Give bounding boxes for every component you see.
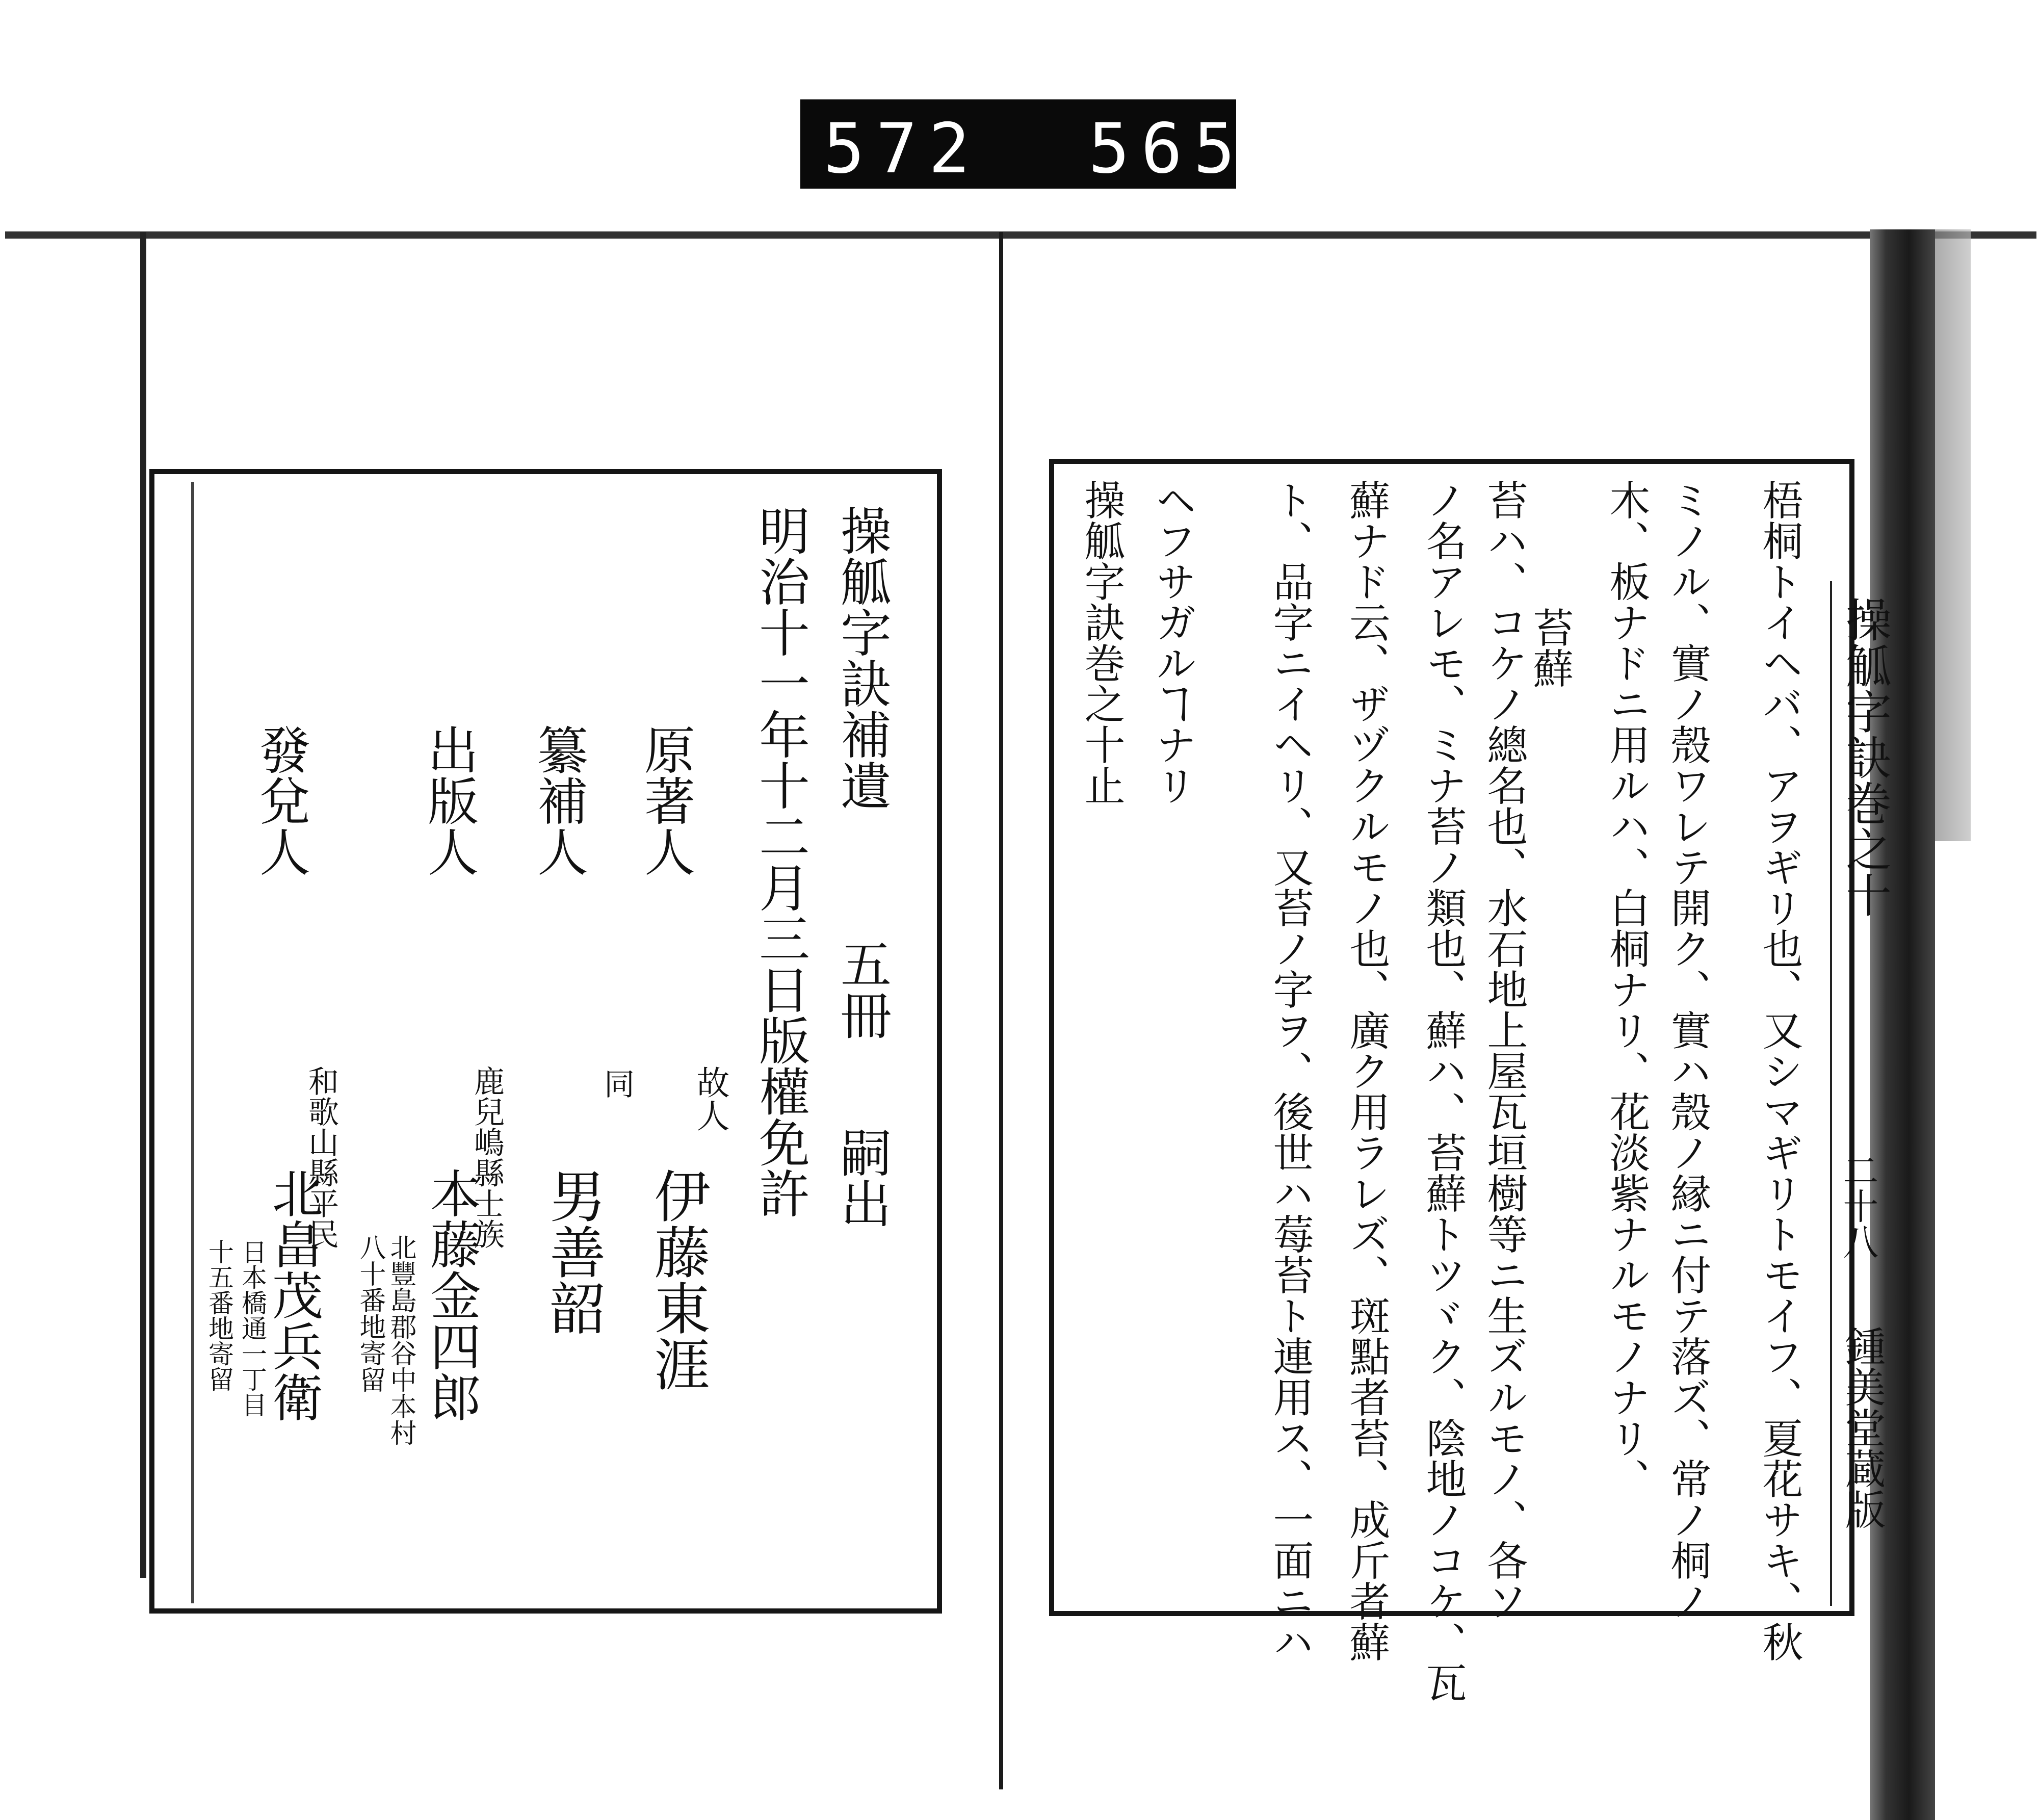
- publisher-name: 本藤金四郎: [422, 1167, 481, 1422]
- text-column-7: 蘚ナド云、ザヅクルモノ也、廣ク用ラレズ、斑點者苔、成斤者蘚: [1343, 479, 1390, 1662]
- supply-note: 嗣出: [832, 1127, 892, 1229]
- compiler-label: 纂補人: [529, 724, 588, 877]
- book-title: 操觚字訣補遺: [832, 505, 892, 811]
- volume-count: 五冊: [832, 938, 892, 1040]
- publisher-address-line-1: 北豐島郡谷中本村: [385, 1234, 416, 1446]
- left-page-edge: [140, 232, 146, 1578]
- publisher-label: 出版人: [419, 724, 479, 877]
- running-head-title: 操觚字訣巻之十: [1838, 596, 1891, 918]
- seller-name: 北畠茂兵衛: [264, 1167, 323, 1422]
- compiler-note: 同: [599, 1068, 635, 1099]
- section-heading: 苔蘚: [1526, 607, 1574, 688]
- seller-address-line-2: 十五番地寄留: [204, 1239, 234, 1392]
- text-column-8: ト、品字ニイヘリ、又苔ノ字ヲ、後世ハ莓苔ト連用ス、一面ニハ: [1266, 479, 1314, 1662]
- text-column-9: ヘフサガルヿナリ: [1149, 479, 1196, 805]
- permit-date-line: 明治十一年十二月三日版權免許: [750, 505, 810, 1218]
- book-spine: [999, 232, 1003, 1789]
- catalog-number-right: 565: [1088, 109, 1246, 189]
- colophon-frame: [149, 469, 942, 1614]
- compiler-name: 男善韶: [540, 1167, 606, 1336]
- author-note: 故人: [691, 1065, 729, 1132]
- text-column-1: 梧桐トイヘバ、アヲギリ也、又シマギリトモイフ、夏花サキ、秋: [1756, 479, 1803, 1662]
- text-column-2: ミノル、實ノ殼ワレテ開ク、實ハ殼ノ縁ニ付テ落ズ、常ノ桐ノ: [1664, 479, 1711, 1621]
- colophon-inner-rule: [191, 482, 194, 1603]
- volume-end-line: 操觚字訣巻之十止: [1078, 479, 1125, 805]
- right-page-shadow: [1935, 229, 1971, 841]
- catalog-number-left: 572: [823, 109, 981, 189]
- catalog-number-tag: [800, 99, 1246, 189]
- publisher-status: 鹿兒嶋縣士族: [469, 1065, 505, 1249]
- right-page-fore-edge: [1870, 229, 1935, 1820]
- author-name: 伊藤東涯: [645, 1167, 711, 1392]
- seller-address-line-1: 日本橋通一丁目: [238, 1239, 267, 1417]
- text-column-6: ノ名アレモ、ミナ苔ノ類也、蘚ハ、苔蘚トツヾク、陰地ノコケ、瓦: [1419, 479, 1467, 1703]
- author-label: 原著人: [636, 724, 695, 877]
- seller-status: 和歌山縣平民: [303, 1065, 339, 1249]
- running-head-publisher: 鍾美堂蔵版: [1838, 1325, 1886, 1529]
- publisher-address-line-2: 八十番地寄留: [355, 1234, 385, 1393]
- page-top-edge: [5, 231, 2036, 239]
- text-column-5: 苔ハ、コケノ總名也、水石地上屋瓦垣樹等ニ生ズルモノ、各ソ: [1480, 479, 1528, 1621]
- text-column-3: 木、板ナドニ用ルハ、白桐ナリ、花淡紫ナルモノナリ、: [1603, 479, 1650, 1499]
- seller-label: 發兌人: [251, 724, 310, 877]
- running-head-page: 二十八: [1837, 1152, 1879, 1259]
